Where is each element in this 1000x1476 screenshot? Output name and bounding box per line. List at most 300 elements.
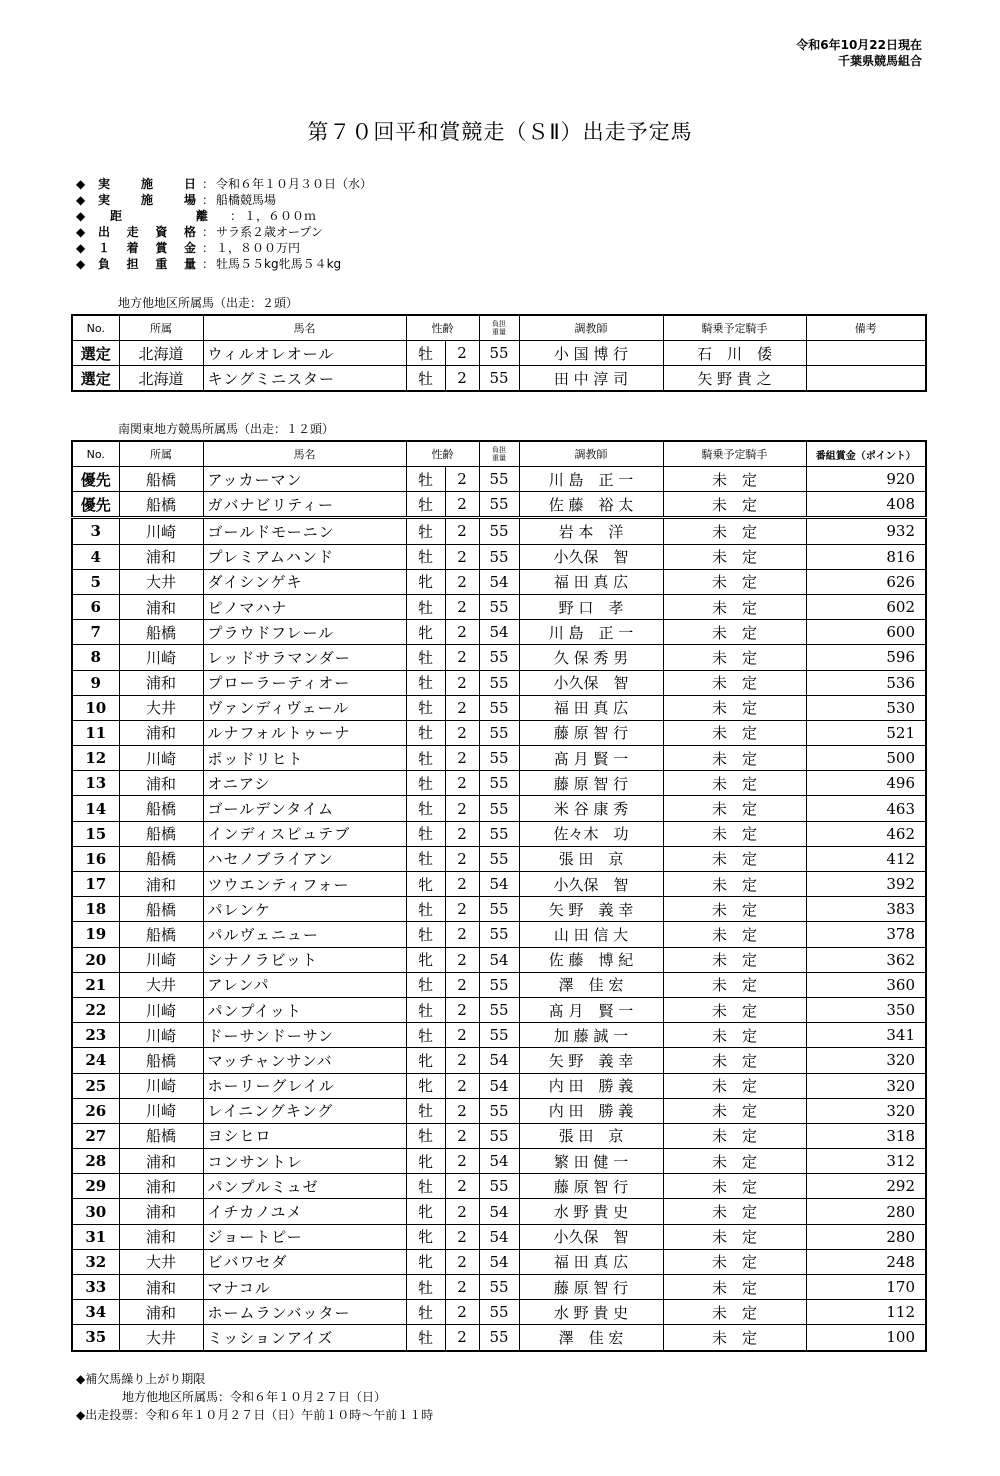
cell-horse-name: ジョートピー xyxy=(203,1224,406,1249)
cell-horse-name: プローラーティオー xyxy=(203,670,406,695)
cell-weight: 55 xyxy=(479,1098,519,1123)
info-label: 実 施 場 xyxy=(98,193,196,207)
cell-weight: 55 xyxy=(479,1174,519,1199)
cell-jockey: 未 定 xyxy=(663,670,806,695)
cell-no: 11 xyxy=(72,720,119,745)
cell-points: 362 xyxy=(806,947,926,972)
cell-points: 920 xyxy=(806,467,926,492)
cell-affiliation: 浦和 xyxy=(119,872,203,897)
cell-trainer: 米 谷 康 秀 xyxy=(519,796,663,821)
cell-age: 2 xyxy=(445,594,479,619)
cell-sex: 牝 xyxy=(406,947,445,972)
cell-sex: 牝 xyxy=(406,872,445,897)
cell-horse-name: ダイシンゲキ xyxy=(203,569,406,594)
cell-trainer: 張 田 京 xyxy=(519,846,663,871)
cell-trainer: 小久保 智 xyxy=(519,872,663,897)
cell-no: 19 xyxy=(72,922,119,947)
col-jockey: 騎乗予定騎手 xyxy=(663,441,806,467)
cell-age: 2 xyxy=(445,1073,479,1098)
table-row xyxy=(72,821,926,846)
cell-horse-name: プレミアムハンド xyxy=(203,544,406,569)
cell-trainer: 張 田 京 xyxy=(519,1123,663,1148)
info-row xyxy=(76,240,372,256)
cell-sex: 牝 xyxy=(406,1249,445,1274)
cell-points: 626 xyxy=(806,569,926,594)
info-row xyxy=(76,192,372,208)
info-label: 負 担 重 量 xyxy=(98,257,196,271)
cell-weight: 54 xyxy=(479,620,519,645)
table-row xyxy=(72,620,926,645)
cell-no: 24 xyxy=(72,1048,119,1073)
cell-affiliation: 大井 xyxy=(119,695,203,720)
cell-jockey: 未 定 xyxy=(663,922,806,947)
table-row xyxy=(72,746,926,771)
cell-weight: 54 xyxy=(479,1249,519,1274)
table-row xyxy=(72,1249,926,1274)
cell-jockey: 未 定 xyxy=(663,746,806,771)
cell-weight: 55 xyxy=(479,821,519,846)
cell-no: 12 xyxy=(72,746,119,771)
cell-sex: 牝 xyxy=(406,1224,445,1249)
cell-points: 500 xyxy=(806,746,926,771)
page-title: 第７０回平和賞競走（ＳⅡ）出走予定馬 xyxy=(307,120,693,144)
cell-age: 2 xyxy=(445,1149,479,1174)
cell-trainer: 小久保 智 xyxy=(519,1224,663,1249)
cell-age: 2 xyxy=(445,1048,479,1073)
cell-affiliation: 浦和 xyxy=(119,1149,203,1174)
cell-jockey: 未 定 xyxy=(663,1023,806,1048)
cell-affiliation: 浦和 xyxy=(119,1275,203,1300)
entry-vote-info: ◆出走投票：令和６年１０月２７日（日）午前１０時～午前１１時 xyxy=(76,1408,434,1422)
cell-age: 2 xyxy=(445,467,479,492)
table-row xyxy=(72,544,926,569)
cell-no: 21 xyxy=(72,972,119,997)
cell-horse-name: ゴールデンタイム xyxy=(203,796,406,821)
cell-horse-name: イチカノユメ xyxy=(203,1199,406,1224)
cell-weight: 55 xyxy=(479,518,519,544)
cell-affiliation: 川崎 xyxy=(119,997,203,1022)
cell-affiliation: 浦和 xyxy=(119,670,203,695)
cell-horse-name: ポッドリヒト xyxy=(203,746,406,771)
cell-affiliation: 船橋 xyxy=(119,897,203,922)
cell-points: 170 xyxy=(806,1275,926,1300)
diamond-bullet-icon: ◆ xyxy=(76,241,86,255)
cell-trainer: 矢 野 義 幸 xyxy=(519,897,663,922)
cell-jockey: 未 定 xyxy=(663,1048,806,1073)
cell-jockey: 未 定 xyxy=(663,846,806,871)
cell-affiliation: 川崎 xyxy=(119,1098,203,1123)
cell-points: 350 xyxy=(806,997,926,1022)
cell-weight: 55 xyxy=(479,720,519,745)
cell-no: 29 xyxy=(72,1174,119,1199)
cell-points: 412 xyxy=(806,846,926,871)
cell-weight: 55 xyxy=(479,746,519,771)
cell-jockey: 未 定 xyxy=(663,1199,806,1224)
race-info-list xyxy=(76,176,372,272)
info-row xyxy=(76,176,372,192)
cell-jockey: 未 定 xyxy=(663,620,806,645)
col-horse: 馬名 xyxy=(203,441,406,467)
cell-trainer: 岩 本 洋 xyxy=(519,518,663,544)
cell-no: 3 xyxy=(72,518,119,544)
table-row xyxy=(72,594,926,619)
cell-sex: 牝 xyxy=(406,1073,445,1098)
cell-horse-name: アッカーマン xyxy=(203,467,406,492)
cell-sex: 牡 xyxy=(406,972,445,997)
cell-trainer: 内 田 勝 義 xyxy=(519,1098,663,1123)
footer-notes xyxy=(76,1370,433,1424)
cell-sex: 牡 xyxy=(406,1098,445,1123)
cell-weight: 55 xyxy=(479,1275,519,1300)
cell-weight: 55 xyxy=(479,467,519,492)
cell-jockey: 未 定 xyxy=(663,1325,806,1351)
cell-sex: 牡 xyxy=(406,670,445,695)
cell-no: 35 xyxy=(72,1325,119,1351)
cell-jockey: 未 定 xyxy=(663,821,806,846)
cell-age: 2 xyxy=(445,670,479,695)
cell-affiliation: 船橋 xyxy=(119,1123,203,1148)
as-of-date: 令和6年10月22日現在 xyxy=(796,38,922,52)
substitute-deadline-detail: 地方他地区所属馬：令和６年１０月２７日（日） xyxy=(122,1390,387,1404)
cell-affiliation: 川崎 xyxy=(119,746,203,771)
cell-weight: 54 xyxy=(479,1224,519,1249)
cell-age: 2 xyxy=(445,1174,479,1199)
info-value: 牡馬５５kg牝馬５４kg xyxy=(216,257,342,271)
substitute-deadline-heading: ◆補欠馬繰り上がり期限 xyxy=(76,1372,206,1386)
cell-sex: 牝 xyxy=(406,620,445,645)
cell-points: 600 xyxy=(806,620,926,645)
cell-sex: 牡 xyxy=(406,746,445,771)
cell-affiliation: 船橋 xyxy=(119,1048,203,1073)
cell-weight: 55 xyxy=(479,341,519,366)
cell-age: 2 xyxy=(445,821,479,846)
cell-weight: 54 xyxy=(479,1199,519,1224)
cell-no: 27 xyxy=(72,1123,119,1148)
cell-weight: 54 xyxy=(479,947,519,972)
cell-affiliation: 浦和 xyxy=(119,720,203,745)
cell-age: 2 xyxy=(445,341,479,366)
cell-trainer: 内 田 勝 義 xyxy=(519,1073,663,1098)
cell-points: 318 xyxy=(806,1123,926,1148)
col-sex-age: 性齢 xyxy=(406,315,479,341)
cell-horse-name: インディスピュテブ xyxy=(203,821,406,846)
cell-weight: 55 xyxy=(479,771,519,796)
cell-weight: 55 xyxy=(479,645,519,670)
cell-weight: 55 xyxy=(479,695,519,720)
cell-no: 25 xyxy=(72,1073,119,1098)
cell-no: 17 xyxy=(72,872,119,897)
organization-name: 千葉県競馬組合 xyxy=(837,54,922,68)
col-remarks: 備考 xyxy=(806,315,926,341)
cell-points: 280 xyxy=(806,1199,926,1224)
cell-affiliation: 川崎 xyxy=(119,645,203,670)
cell-affiliation: 北海道 xyxy=(119,366,203,392)
table-row xyxy=(72,947,926,972)
cell-jockey: 未 定 xyxy=(663,1123,806,1148)
table-row xyxy=(72,1073,926,1098)
cell-weight: 55 xyxy=(479,492,519,518)
cell-affiliation: 北海道 xyxy=(119,341,203,366)
cell-trainer: 小 国 博 行 xyxy=(519,341,663,366)
cell-affiliation: 船橋 xyxy=(119,796,203,821)
info-label: 出 走 資 格 xyxy=(98,225,196,239)
cell-weight: 55 xyxy=(479,997,519,1022)
cell-weight: 55 xyxy=(479,670,519,695)
cell-horse-name: ホームランバッター xyxy=(203,1300,406,1325)
cell-no: 10 xyxy=(72,695,119,720)
table-row xyxy=(72,771,926,796)
cell-sex: 牡 xyxy=(406,922,445,947)
cell-affiliation: 浦和 xyxy=(119,1199,203,1224)
table-row xyxy=(72,872,926,897)
table-row xyxy=(72,1048,926,1073)
cell-points: 312 xyxy=(806,1149,926,1174)
cell-trainer: 野 口 孝 xyxy=(519,594,663,619)
cell-jockey: 未 定 xyxy=(663,544,806,569)
cell-points: 360 xyxy=(806,972,926,997)
table-row xyxy=(72,922,926,947)
minami-caption: 南関東地方競馬所属馬（出走：１２頭） xyxy=(118,422,335,436)
col-jockey: 騎乗予定騎手 xyxy=(663,315,806,341)
cell-horse-name: ホーリーグレイル xyxy=(203,1073,406,1098)
col-no: No. xyxy=(72,441,119,467)
table-row xyxy=(72,897,926,922)
cell-jockey: 未 定 xyxy=(663,720,806,745)
cell-trainer: 福 田 真 広 xyxy=(519,569,663,594)
table-row xyxy=(72,972,926,997)
cell-points: 462 xyxy=(806,821,926,846)
cell-trainer: 久 保 秀 男 xyxy=(519,645,663,670)
cell-points: 292 xyxy=(806,1174,926,1199)
cell-no: 26 xyxy=(72,1098,119,1123)
cell-points: 392 xyxy=(806,872,926,897)
cell-points: 341 xyxy=(806,1023,926,1048)
cell-sex: 牡 xyxy=(406,997,445,1022)
info-separator: ： xyxy=(202,241,215,255)
cell-horse-name: キングミニスター xyxy=(203,366,406,392)
cell-age: 2 xyxy=(445,645,479,670)
cell-sex: 牡 xyxy=(406,594,445,619)
cell-age: 2 xyxy=(445,796,479,821)
cell-age: 2 xyxy=(445,1224,479,1249)
col-weight: 負担 重量 xyxy=(479,441,519,467)
cell-weight: 55 xyxy=(479,544,519,569)
cell-trainer: 田 中 淳 司 xyxy=(519,366,663,392)
minami-horses-table xyxy=(71,440,927,1352)
cell-no: 選定 xyxy=(72,366,119,392)
cell-horse-name: マッチャンサンバ xyxy=(203,1048,406,1073)
cell-jockey: 未 定 xyxy=(663,594,806,619)
table-row xyxy=(72,366,926,392)
cell-no: 4 xyxy=(72,544,119,569)
cell-sex: 牡 xyxy=(406,341,445,366)
cell-weight: 55 xyxy=(479,1325,519,1351)
cell-jockey: 未 定 xyxy=(663,645,806,670)
cell-age: 2 xyxy=(445,1249,479,1274)
cell-jockey: 未 定 xyxy=(663,897,806,922)
cell-points: 496 xyxy=(806,771,926,796)
cell-age: 2 xyxy=(445,1023,479,1048)
cell-points: 536 xyxy=(806,670,926,695)
cell-trainer: 佐々木 功 xyxy=(519,821,663,846)
cell-trainer: 藤 原 智 行 xyxy=(519,771,663,796)
document-header xyxy=(796,37,922,69)
cell-age: 2 xyxy=(445,872,479,897)
cell-age: 2 xyxy=(445,922,479,947)
cell-age: 2 xyxy=(445,997,479,1022)
cell-jockey: 未 定 xyxy=(663,518,806,544)
cell-jockey: 未 定 xyxy=(663,972,806,997)
cell-no: 22 xyxy=(72,997,119,1022)
info-separator: ： xyxy=(202,257,215,271)
cell-horse-name: プラウドフレール xyxy=(203,620,406,645)
table-header-row xyxy=(72,441,926,467)
cell-sex: 牡 xyxy=(406,1275,445,1300)
cell-horse-name: ビバワセダ xyxy=(203,1249,406,1274)
cell-affiliation: 浦和 xyxy=(119,1224,203,1249)
cell-jockey: 未 定 xyxy=(663,1073,806,1098)
col-trainer: 調教師 xyxy=(519,441,663,467)
table-row xyxy=(72,518,926,544)
cell-weight: 55 xyxy=(479,922,519,947)
cell-trainer: 川 島 正 一 xyxy=(519,620,663,645)
cell-no: 16 xyxy=(72,846,119,871)
info-label: 実 施 日 xyxy=(98,177,196,191)
cell-no: 13 xyxy=(72,771,119,796)
col-horse: 馬名 xyxy=(203,315,406,341)
cell-sex: 牡 xyxy=(406,1325,445,1351)
cell-no: 18 xyxy=(72,897,119,922)
table-row xyxy=(72,467,926,492)
cell-sex: 牝 xyxy=(406,1199,445,1224)
info-row xyxy=(76,208,372,224)
cell-sex: 牡 xyxy=(406,1123,445,1148)
cell-points: 320 xyxy=(806,1073,926,1098)
cell-sex: 牝 xyxy=(406,569,445,594)
cell-jockey: 未 定 xyxy=(663,467,806,492)
cell-age: 2 xyxy=(445,846,479,871)
cell-jockey: 未 定 xyxy=(663,947,806,972)
cell-points: 596 xyxy=(806,645,926,670)
cell-sex: 牡 xyxy=(406,518,445,544)
cell-sex: 牡 xyxy=(406,720,445,745)
cell-affiliation: 川崎 xyxy=(119,1073,203,1098)
cell-weight: 54 xyxy=(479,872,519,897)
col-sex-age: 性齢 xyxy=(406,441,479,467)
cell-trainer: 福 田 真 広 xyxy=(519,1249,663,1274)
cell-trainer: 水 野 貴 史 xyxy=(519,1199,663,1224)
info-separator: ： xyxy=(202,225,215,239)
cell-horse-name: ピノマハナ xyxy=(203,594,406,619)
cell-weight: 54 xyxy=(479,569,519,594)
table-row xyxy=(72,695,926,720)
cell-points: 378 xyxy=(806,922,926,947)
cell-trainer: 髙 月 賢 一 xyxy=(519,746,663,771)
info-label: 距 離 xyxy=(110,209,208,223)
cell-horse-name: レイニングキング xyxy=(203,1098,406,1123)
cell-no: 34 xyxy=(72,1300,119,1325)
cell-jockey: 未 定 xyxy=(663,872,806,897)
cell-jockey: 未 定 xyxy=(663,771,806,796)
table-row xyxy=(72,1224,926,1249)
table-row xyxy=(72,1275,926,1300)
cell-jockey: 未 定 xyxy=(663,796,806,821)
table-row xyxy=(72,1098,926,1123)
cell-jockey: 未 定 xyxy=(663,1275,806,1300)
table-row xyxy=(72,846,926,871)
regional-horses-table xyxy=(71,314,927,392)
cell-jockey: 未 定 xyxy=(663,1098,806,1123)
cell-affiliation: 川崎 xyxy=(119,1023,203,1048)
table-row xyxy=(72,492,926,518)
cell-no: 23 xyxy=(72,1023,119,1048)
info-value: サラ系２歳オープン xyxy=(216,225,323,239)
cell-jockey: 矢 野 貴 之 xyxy=(663,366,806,392)
regional-caption: 地方他地区所属馬（出走：２頭） xyxy=(118,296,299,310)
cell-trainer: 繁 田 健 一 xyxy=(519,1149,663,1174)
cell-horse-name: ウィルオレオール xyxy=(203,341,406,366)
cell-sex: 牡 xyxy=(406,467,445,492)
cell-age: 2 xyxy=(445,897,479,922)
cell-weight: 55 xyxy=(479,366,519,392)
cell-age: 2 xyxy=(445,1098,479,1123)
cell-horse-name: オニアシ xyxy=(203,771,406,796)
cell-horse-name: ツウエンティフォー xyxy=(203,872,406,897)
cell-trainer: 藤 原 智 行 xyxy=(519,720,663,745)
cell-no: 7 xyxy=(72,620,119,645)
cell-jockey: 未 定 xyxy=(663,1174,806,1199)
info-value: １，８００万円 xyxy=(216,241,301,255)
table-row xyxy=(72,1300,926,1325)
cell-no: 31 xyxy=(72,1224,119,1249)
cell-trainer: 小久保 智 xyxy=(519,544,663,569)
cell-age: 2 xyxy=(445,972,479,997)
table-row xyxy=(72,1199,926,1224)
cell-sex: 牡 xyxy=(406,846,445,871)
cell-horse-name: レッドサラマンダー xyxy=(203,645,406,670)
cell-no: 15 xyxy=(72,821,119,846)
cell-horse-name: パンプイット xyxy=(203,997,406,1022)
cell-sex: 牡 xyxy=(406,821,445,846)
cell-weight: 54 xyxy=(479,1149,519,1174)
cell-trainer: 水 野 貴 史 xyxy=(519,1300,663,1325)
cell-affiliation: 大井 xyxy=(119,972,203,997)
cell-affiliation: 船橋 xyxy=(119,620,203,645)
cell-points: 530 xyxy=(806,695,926,720)
cell-horse-name: ゴールドモーニン xyxy=(203,518,406,544)
table-row xyxy=(72,1023,926,1048)
table-row xyxy=(72,569,926,594)
cell-sex: 牡 xyxy=(406,1023,445,1048)
cell-weight: 54 xyxy=(479,1073,519,1098)
cell-trainer: 小久保 智 xyxy=(519,670,663,695)
cell-weight: 55 xyxy=(479,1023,519,1048)
cell-age: 2 xyxy=(445,720,479,745)
cell-points: 320 xyxy=(806,1098,926,1123)
cell-affiliation: 船橋 xyxy=(119,846,203,871)
table-header-row xyxy=(72,315,926,341)
cell-age: 2 xyxy=(445,771,479,796)
cell-affiliation: 浦和 xyxy=(119,544,203,569)
cell-points: 602 xyxy=(806,594,926,619)
cell-no: 32 xyxy=(72,1249,119,1274)
col-weight: 負担 重量 xyxy=(479,315,519,341)
cell-points: 521 xyxy=(806,720,926,745)
info-separator: ： xyxy=(202,177,215,191)
diamond-bullet-icon: ◆ xyxy=(76,193,86,207)
cell-weight: 55 xyxy=(479,897,519,922)
cell-weight: 55 xyxy=(479,972,519,997)
